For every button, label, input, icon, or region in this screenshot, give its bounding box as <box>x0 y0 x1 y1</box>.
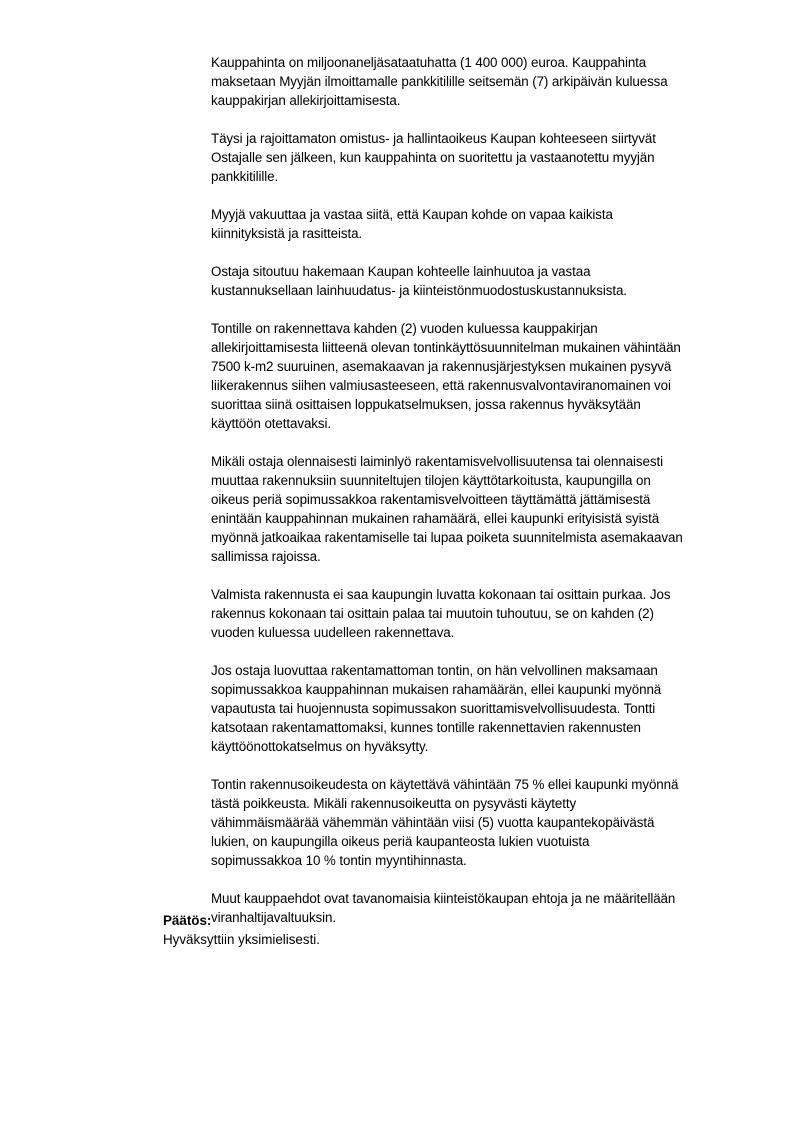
paragraph <box>211 53 741 110</box>
paragraph <box>211 452 741 566</box>
text-line: kiinnityksistä ja rasitteista. <box>211 226 363 241</box>
text-line: vapautusta tai huojennusta sopimussakon suorittamisvelvollisuudesta. Tontti <box>211 701 656 716</box>
text-line: Myyjä vakuuttaa ja vastaa siitä, että Kaupan kohde on vapaa kaikista <box>211 207 613 222</box>
text-line: kauppakirjan allekirjoittamisesta. <box>211 93 401 108</box>
decision-heading: Päätös: <box>163 913 212 928</box>
text-line: vuoden kuluessa uudelleen rakennettava. <box>211 625 455 640</box>
text-line: viranhaltijavaltuuksin. <box>211 910 336 925</box>
paragraph <box>211 661 741 756</box>
text-line: Ostaja sitoutuu hakemaan Kaupan kohteelle lainhuutoa ja vastaa <box>211 264 591 279</box>
text-line: Kauppahinta on miljoonaneljäsataatuhatta (1 400 000) euroa. Kauppahinta <box>211 55 647 70</box>
text-line: muuttaa rakennuksiin suunniteltujen tilojen käyttötarkoitusta, kaupungilla on <box>211 473 651 488</box>
paragraph <box>211 319 741 433</box>
paragraph <box>211 775 741 870</box>
decision-section <box>163 911 320 949</box>
text-line: rakennus kokonaan tai osittain palaa tai muutoin tuhoutuu, se on kahden (2) <box>211 606 654 621</box>
text-line: vähimmäismäärää vähemmän vähintään viisi (5) vuotta kaupantekopäivästä <box>211 815 655 830</box>
text-line: Ostajalle sen jälkeen, kun kauppahinta on suoritettu ja vastaanotettu myyjän <box>211 150 655 165</box>
text-line: maksetaan Myyjän ilmoittamalle pankkitilille seitsemän (7) arkipäivän kuluessa <box>211 74 668 89</box>
text-line: Mikäli ostaja olennaisesti laiminlyö rakentamisvelvollisuutensa tai olennaisesti <box>211 454 663 469</box>
text-line: kustannuksellaan lainhuudatus- ja kiinteistönmuodostuskustannuksista. <box>211 283 627 298</box>
text-line: tästä poikkeusta. Mikäli rakennusoikeutta on pysyvästi käytetty <box>211 796 577 811</box>
text-line: lukien, on kaupungilla oikeus periä kaupanteosta lukien vuotuista <box>211 834 590 849</box>
text-line: sopimussakkoa 10 % tontin myyntihinnasta. <box>211 853 467 868</box>
text-line: Valmista rakennusta ei saa kaupungin luvatta kokonaan tai osittain purkaa. Jos <box>211 587 671 602</box>
text-line: oikeus periä sopimussakkoa rakentamisvelvoitteen täyttämättä jättämisestä <box>211 492 651 507</box>
text-line: sallimissa rajoissa. <box>211 549 321 564</box>
text-line: Jos ostaja luovuttaa rakentamattoman tontin, on hän velvollinen maksamaan <box>211 663 658 678</box>
text-line: suorittaa siinä osittaisen loppukatselmuksen, jossa rakennus hyväksytään <box>211 397 641 412</box>
paragraph <box>211 262 741 300</box>
text-line: enintään kauppahinnan mukainen rahamäärä, ellei kaupunki erityisistä syistä <box>211 511 660 526</box>
text-line: sopimussakkoa kauppahinnan mukaisen rahamäärän, ellei kaupunki myönnä <box>211 682 662 697</box>
text-line: Tontille on rakennettava kahden (2) vuoden kuluessa kauppakirjan <box>211 321 598 336</box>
text-line: käyttöönottokatselmus on hyväksytty. <box>211 739 429 754</box>
contract-terms-body <box>211 53 741 946</box>
paragraph <box>211 129 741 186</box>
decision-text: Hyväksyttiin yksimielisesti. <box>163 932 320 947</box>
text-line: liikerakennus siihen valmiusasteeseen, että rakennusvalvontaviranomainen voi <box>211 378 671 393</box>
text-line: Muut kauppaehdot ovat tavanomaisia kiinteistökaupan ehtoja ja ne määritellään <box>211 891 676 906</box>
text-line: katsotaan rakentamattomaksi, kunnes tontille rakennettavien rakennusten <box>211 720 641 735</box>
text-line: 7500 k-m2 suuruinen, asemakaavan ja rakennusjärjestyksen mukainen pysyvä <box>211 359 672 374</box>
text-line: myönnä jatkoaikaa rakentamiselle tai lupaa poiketa suunnitelmista asemakaavan <box>211 530 683 545</box>
text-line: Tontin rakennusoikeudesta on käytettävä vähintään 75 % ellei kaupunki myönnä <box>211 777 679 792</box>
paragraph <box>211 585 741 642</box>
text-line: käyttöön otettavaksi. <box>211 416 331 431</box>
text-line: allekirjoittamisesta liitteenä olevan tontinkäyttösuunnitelman mukainen vähintään <box>211 340 681 355</box>
paragraph <box>211 205 741 243</box>
text-line: Täysi ja rajoittamaton omistus- ja hallintaoikeus Kaupan kohteeseen siirtyvät <box>211 131 656 146</box>
text-line: pankkitilille. <box>211 169 279 184</box>
